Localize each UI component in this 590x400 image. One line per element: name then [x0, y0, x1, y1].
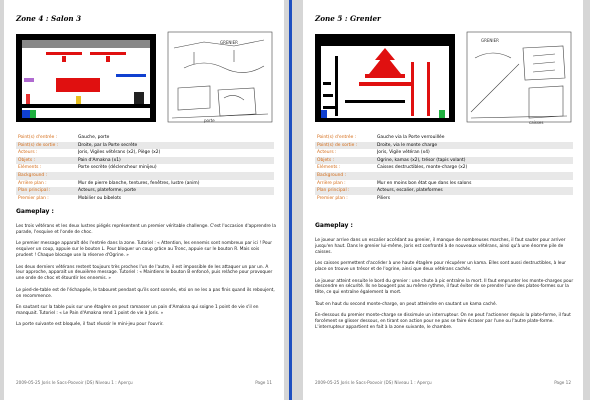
- table-row: Plan principal : Acteurs, plateforme, porte: [16, 187, 274, 195]
- paragraph: La porte suivante est bloquée, il faut réussir le mini-jeu pour l'ouvrir.: [16, 322, 164, 328]
- footer-document-title: 2009-05-25 Joris le Sacs-Poovoir (DS) Niveau 1 : Aperçu: [315, 380, 432, 385]
- footer-document-title: 2009-05-25 Joris le Sacs-Poovoir (DS) Niveau 1 : Aperçu: [16, 380, 133, 385]
- table-row: Background :: [315, 172, 573, 180]
- zone-info-table: [16, 134, 274, 202]
- paragraph: En-dessous du premier monte-charge se dissimule un interrupteur. On ne peut l'actionner depuis la plate-forme, il faut forcément se glisser dessous, en tirant son action pour ne pas se faire écraser par l'une ou l'autre plate-forme. L'interrupteur appartient en fait à la zone suivante, le chambre.: [315, 313, 571, 330]
- table-row: Premier plan : Piliers: [317, 195, 391, 201]
- paragraph: Les caisses permettent d'accéder à une haute étagère pour récupérer un kama. Elles sont aussi destructibles, à leur place on trouve un trésor et de l'ogrine, ainsi que deux vétérans cachés.: [315, 261, 566, 273]
- concept-sketch-image: [463, 28, 575, 126]
- table-row: Point(s) de sortie : Droite, via le monte charge: [315, 142, 573, 150]
- page-number: Page 12: [554, 380, 571, 385]
- table-row: Eléments : Porte secrète (déclencheur minijeu): [18, 165, 157, 171]
- svg-text:GRENIER: GRENIER: [481, 38, 499, 43]
- page-number: Page 11: [255, 380, 272, 385]
- table-row: Point(s) d'entrée : Gauche, porte: [18, 135, 110, 140]
- gameplay-heading: Gameplay :: [315, 222, 353, 229]
- paragraph: Le premier message apparaît dès l'entrée dans la zone. Tutoriel : « Attention, les ennemis sont nombreux par ici ! Pour esquiver un coup, appuie sur le bouton L. Pour bloquer un coup grâce au Tronc, appuie sur le bouton R. Mais sois prudent ! Chaque blocage use la réserve d'Ogrine. »: [16, 241, 272, 259]
- table-row: Objets : Ogrine, kamas (x2), trésor (tapis volant): [315, 157, 573, 165]
- paragraph: Le joueur arrive dans un escalier accédant au grenier, il manque de nombreuses marches, il faut sauter pour arriver jusqu'en haut. Dans le grenier lui-même, Joris est confronté à de nouveaux vétérans, ainsi qu'à une énorme pile de caisses.: [315, 238, 566, 255]
- table-row: Point(s) de sortie : Droite, par la Porte secrète: [16, 142, 274, 150]
- page-footer: [16, 380, 272, 385]
- page-12: [303, 0, 583, 400]
- page-11: [4, 0, 284, 400]
- concept-sketch-image: [164, 28, 276, 126]
- gameplay-text: [315, 238, 575, 336]
- svg-text:porte: porte: [204, 118, 215, 123]
- table-row: Background :: [16, 172, 274, 180]
- paragraph: Tout en haut du second monte-charge, on peut atteindre en sautant un kama caché.: [315, 301, 497, 307]
- paragraph: En sautant sur la table puis sur une étagère on peut ramasser un pain d'Amakna qui soigne 1 point de vie s'il en manquait. Tutoriel : « Le Pain d'Amakna rend 1 point de vie à Joris. »: [16, 305, 259, 316]
- table-row: Arrière plan : Mur en moins bon état que dans les salons: [317, 180, 472, 186]
- zone-title: Zone 4 : Salon 3: [16, 14, 82, 23]
- table-row: Acteurs : Joris, Vigiles vétérans (x2), Piège (x2): [18, 150, 161, 156]
- svg-text:GRENIER: GRENIER: [220, 40, 238, 45]
- page-divider: [289, 0, 292, 400]
- paragraph: Les trois vétérans et les deux lustres piégés représentent un premier véritable challenge. C'est l'occasion d'apprendre la parade, l'esquive et l'onde de choc.: [16, 224, 276, 235]
- paragraph: Les deux derniers vétérans restent toujours très proches l'un de l'autre, il est impossible de les attaquer un par un. A leur approche, apparaît un deuxième message. Tutoriel : « Maintiens le bouton B enfoncé, puis relâche pour provoquer une onde de choc et étourdir les ennemis. »: [16, 264, 273, 282]
- table-row: Plan principal : Acteurs, escalier, plateformes: [315, 187, 573, 195]
- paragraph: Le joueur atteint ensuite le bord du grenier : une chute à pic entraîne la mort. Il faut emprunter les monte-charges pour descendre en sécurité. Ils ne bougent pas au même rythme, il faut éviter de se prendre l'une des plates-formes sur la tête, ce qui entraîne également la mort.: [315, 278, 574, 296]
- svg-text:caisses: caisses: [529, 120, 544, 125]
- gameplay-heading: Gameplay :: [16, 208, 54, 215]
- table-row: Arrière plan : Mur de pierre blanche, tentures, fenêtres, lustre (anim): [18, 180, 200, 186]
- gameplay-text: [16, 224, 276, 334]
- paragraph: Le pied-de-table est de l'échappée, le tabouret pendant qu'ils sont sonnés, etsi on ne les a pas finis quand ils reboujent, on recommence.: [16, 287, 275, 299]
- level-map-image: [16, 34, 156, 122]
- zone-info-table: [315, 134, 573, 202]
- level-map-image: [315, 34, 455, 122]
- page-footer: [315, 380, 571, 385]
- table-row: Point(s) d'entrée : Gauche via la Porte verrouillée: [317, 135, 445, 140]
- table-row: Acteurs : Joris, Vigile vétéran (x4): [317, 150, 430, 156]
- table-row: Objets : Pain d'Amakna (x1): [16, 157, 274, 165]
- table-row: Premier plan : Mobilier ou bibelots: [18, 195, 122, 201]
- table-row: Eléments : Caisses destructibles, monte-charge (x2): [317, 165, 468, 171]
- zone-title: Zone 5 : Grenier: [315, 14, 381, 23]
